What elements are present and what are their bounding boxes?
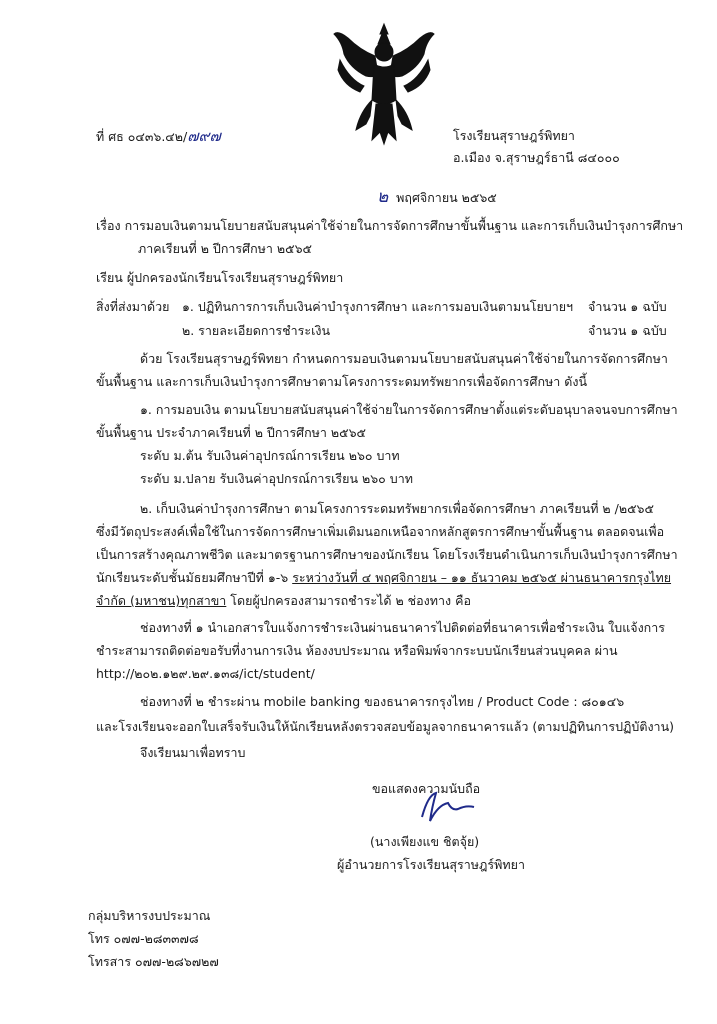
item-1-lower-secondary: ระดับ ม.ต้น รับเงินค่าอุปกรณ์การเรียน ๒๖๐ บาท [140, 448, 400, 463]
footer-fax: โทรสาร ๐๗๗-๒๘๖๗๒๗ [88, 954, 219, 969]
footer-department: กลุ่มบริหารงบประมาณ [88, 908, 211, 923]
enclosures-label: สิ่งที่ส่งมาด้วย [96, 299, 170, 314]
signer-title: ผู้อำนวยการโรงเรียนสุราษฎร์พิทยา [337, 857, 525, 872]
item-2-text: นักเรียนระดับชั้นมัธยมศึกษาปีที่ ๑-๖ ระหว่างวันที่ ๔ พฤศจิกายน – ๑๑ ธันวาคม ๒๕๖๕ ผ่านธนาคารกรุงไทย [96, 570, 672, 585]
payment-period: ระหว่างวันที่ ๔ พฤศจิกายน – ๑๑ ธันวาคม ๒๕๖๕ ผ่านธนาคารกรุงไทย [292, 570, 672, 585]
recipient: เรียน ผู้ปกครองนักเรียนโรงเรียนสุราษฎร์พิทยา [96, 270, 344, 285]
regards: ขอแสดงความนับถือ [372, 781, 481, 796]
enclosure-qty: จำนวน ๑ ฉบับ [588, 323, 667, 338]
paragraph-intro: ด้วย โรงเรียนสุราษฎร์พิทยา กำหนดการมอบเงินตามนโยบายสนับสนุนค่าใช้จ่ายในการจัดการศึกษา [140, 351, 668, 366]
school-name: โรงเรียนสุราษฎร์พิทยา [453, 128, 575, 143]
document-number: ที่ ศธ ๐๔๓๖.๔๒/๗๙๗ [96, 127, 221, 145]
item-1-text: ๑. การมอบเงิน ตามนโยบายสนับสนุนค่าใช้จ่ายในการจัดการศึกษาตั้งแต่ระดับอนุบาลจนจบการศึกษา [140, 402, 678, 417]
closing-sentence: จึงเรียนมาเพื่อทราบ [140, 745, 246, 760]
bank-name: จำกัด (มหาชน)ทุกสาขา [96, 593, 227, 608]
channel-2-text: ช่องทางที่ ๒ ชำระผ่าน mobile banking ของธนาคารกรุงไทย / Product Code : ๘๐๑๔๖ [140, 694, 625, 709]
item-2-text: ซึ่งมีวัตถุประสงค์เพื่อใช้ในการจัดการศึกษาเพิ่มเติมนอกเหนือจากหลักสูตรการศึกษาขั้นพื้นฐาน ตลอดจนเพื่อ [96, 524, 665, 539]
item-1-text: ขั้นพื้นฐาน ประจำภาคเรียนที่ ๒ ปีการศึกษา ๒๕๖๕ [96, 425, 366, 440]
item-2-text: เป็นการสร้างคุณภาพชีวิต และมาตรฐานการศึกษาของนักเรียน โดยโรงเรียนดำเนินการเก็บเงินบำรุงการศึกษา [96, 547, 678, 562]
item-2-text: จำกัด (มหาชน)ทุกสาขา โดยผู้ปกครองสามารถชำระได้ ๒ ช่องทาง คือ [96, 593, 471, 608]
receipt-text: และโรงเรียนจะออกใบเสร็จรับเงินให้นักเรียนหลังตรวจสอบข้อมูลจากธนาคารแล้ว (ตามปฏิทินการปฏิบัติงาน) [96, 719, 674, 734]
subject-line-1: เรื่อง การมอบเงินตามนโยบายสนับสนุนค่าใช้จ่ายในการจัดการศึกษาขั้นพื้นฐาน และการเก็บเงินบำรุงการศึกษา [96, 218, 684, 233]
garuda-emblem [330, 20, 438, 150]
item-2-text: ๒. เก็บเงินค่าบำรุงการศึกษา ตามโครงการระดมทรัพยากรเพื่อจัดการศึกษา ภาคเรียนที่ ๒ /๒๕๖๕ [140, 501, 654, 516]
subject-line-2: ภาคเรียนที่ ๒ ปีการศึกษา ๒๕๖๕ [138, 241, 312, 256]
item-1-upper-secondary: ระดับ ม.ปลาย รับเงินค่าอุปกรณ์การเรียน ๒๖๐ บาท [140, 471, 413, 486]
document-date: ๒ พฤศจิกายน ๒๕๖๕ [377, 187, 497, 207]
signer-name: (นางเพียงแข ชิตจุ้ย) [370, 834, 480, 849]
channel-1-text: ชำระสามารถติดต่อขอรับที่งานการเงิน ห้องงบประมาณ หรือพิมพ์จากระบบนักเรียนส่วนบุคคล ผ่าน [96, 643, 618, 658]
signature [418, 787, 478, 827]
enclosure-item: ๑. ปฏิทินการการเก็บเงินค่าบำรุงการศึกษา และการมอบเงินตามนโยบายฯ [182, 299, 574, 314]
school-location: อ.เมือง จ.สุราษฎร์ธานี ๘๔๐๐๐ [453, 150, 620, 165]
paragraph-intro: ขั้นพื้นฐาน และการเก็บเงินบำรุงการศึกษาตามโครงการระดมทรัพยากรเพื่อจัดการศึกษา ดังนี้ [96, 374, 588, 389]
enclosure-item: ๒. รายละเอียดการชำระเงิน [182, 323, 330, 338]
channel-1-text: ช่องทางที่ ๑ นำเอกสารใบแจ้งการชำระเงินผ่านธนาคารไปติดต่อที่ธนาคารเพื่อชำระเงิน ใบแจ้งการ [140, 620, 665, 635]
student-system-link[interactable]: http://๒๐๒.๑๒๙.๒๙.๑๓๘/ict/student/ [96, 666, 315, 681]
enclosure-qty: จำนวน ๑ ฉบับ [588, 299, 667, 314]
footer-phone: โทร ๐๗๗-๒๘๓๓๗๘ [88, 931, 199, 946]
